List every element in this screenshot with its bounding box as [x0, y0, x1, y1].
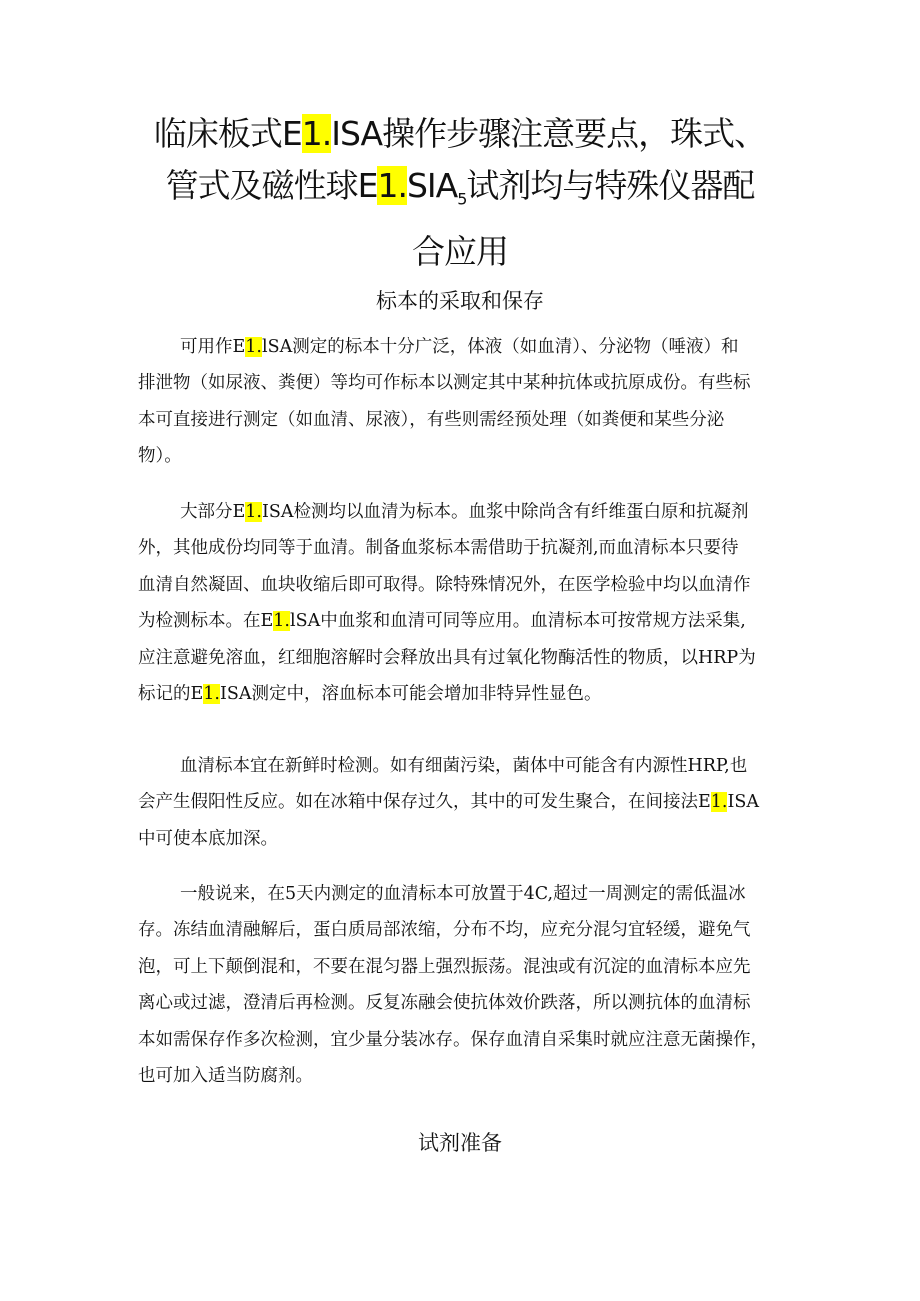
title-text: 管式及磁性球E — [165, 166, 378, 205]
paragraph-line: 存。冻结血清融解后，蛋白质局部浓缩，分布不均，应充分混匀宜轻缓，避免气 — [138, 920, 751, 941]
paragraph-line — [138, 676, 788, 712]
paragraph-line: 血清标本宜在新鲜时检测。如有细菌污染，菌体中可能含有内源性HRP,也 — [180, 756, 748, 776]
text-run: 可用作E — [180, 337, 246, 357]
highlighted-text: 1. — [273, 611, 290, 632]
title-text: 临床板式E — [153, 114, 302, 153]
paragraph-line: 中可使本底加深。 — [138, 828, 278, 849]
text-run: 大部分E — [180, 502, 246, 522]
title-line-1 — [140, 108, 780, 160]
highlighted-text: 1. — [301, 114, 332, 153]
highlighted-text: 1. — [245, 337, 262, 357]
highlighted-text: 1. — [710, 792, 728, 813]
paragraph-line: 本可直接进行测定（如血清、尿液），有些则需经预处理（如粪便和某些分泌 — [138, 409, 725, 430]
highlighted-text: 1. — [377, 166, 407, 205]
title-line-3: 合应用 — [412, 231, 508, 271]
text-run: 为检测标本。在E — [138, 611, 274, 632]
text-run: ISA测定中，溶血标本可能会增加非特异性显色。 — [219, 684, 602, 705]
paragraph-1 — [138, 329, 788, 475]
section-heading-reagent: 试剂准备 — [418, 1131, 502, 1155]
text-run: lSA中血浆和血清可同等应用。血清标本可按常规方法采集, — [289, 611, 746, 632]
paragraph-2 — [138, 494, 788, 712]
text-run: 标记的E — [138, 684, 204, 705]
highlighted-text: 1. — [245, 502, 262, 522]
highlighted-text: 1. — [203, 684, 220, 705]
document-title — [140, 108, 780, 278]
paragraph-line: 本如需保存作多次检测，宜少量分装冰存。保存血清自采集时就应注意无菌操作， — [138, 1029, 768, 1050]
section-heading-specimen: 标本的采取和保存 — [376, 289, 544, 313]
text-run: lSA测定的标本十分广泛，体液（如血清）、分泌物（唾液）和 — [261, 337, 739, 357]
paragraph-3 — [138, 748, 788, 857]
paragraph-line: 泡，可上下颠倒混和，不要在混匀器上强烈振荡。混浊或有沉淀的血清标本应先 — [138, 956, 751, 977]
text-run: 会产生假阳性反应。如在冰箱中保存过久，其中的可发生聚合，在间接法E — [138, 792, 711, 813]
subscript-text: 5 — [457, 189, 467, 209]
paragraph-line: 血清自然凝固、血块收缩后即可取得。除特殊情况外，在医学检验中均以血清作 — [138, 574, 751, 595]
paragraph-line: 外，其他成份均同等于血清。制备血浆标本需借助于抗凝剂,而血清标本只要待 — [138, 538, 739, 559]
paragraph-line: 也可加入适当防腐剂。 — [138, 1066, 313, 1087]
text-run: ISA检测均以血清为标本。血浆中除尚含有纤维蛋白原和抗凝剂 — [261, 502, 749, 522]
paragraph-line: 一般说来，在5天内测定的血清标本可放置于4C,超过一周测定的需低温冰 — [180, 884, 746, 904]
paragraph-line: 应注意避免溶血，红细胞溶解时会释放出具有过氧化物酶活性的物质，以HRP为 — [138, 647, 756, 668]
title-line-2 — [140, 160, 780, 226]
title-text: SIA — [406, 166, 458, 205]
paragraph-line — [138, 329, 788, 365]
paragraph-line — [138, 603, 788, 639]
text-run: ISA — [727, 792, 760, 813]
paragraph-line: 物）。 — [138, 446, 182, 467]
title-text: ISA操作步骤注意要点，珠式、 — [331, 114, 767, 153]
paragraph-line — [138, 494, 788, 530]
paragraph-line — [138, 784, 788, 820]
paragraph-line: 排泄物（如尿液、粪便）等均可作标本以测定其中某种抗体或抗原成份。有些标 — [138, 373, 751, 394]
paragraph-line: 离心或过滤，澄清后再检测。反复冻融会使抗体效价跌落，所以测抗体的血清标 — [138, 993, 751, 1014]
paragraph-4 — [138, 876, 788, 1094]
title-text: 试剂均与特殊仪器配 — [466, 166, 755, 205]
